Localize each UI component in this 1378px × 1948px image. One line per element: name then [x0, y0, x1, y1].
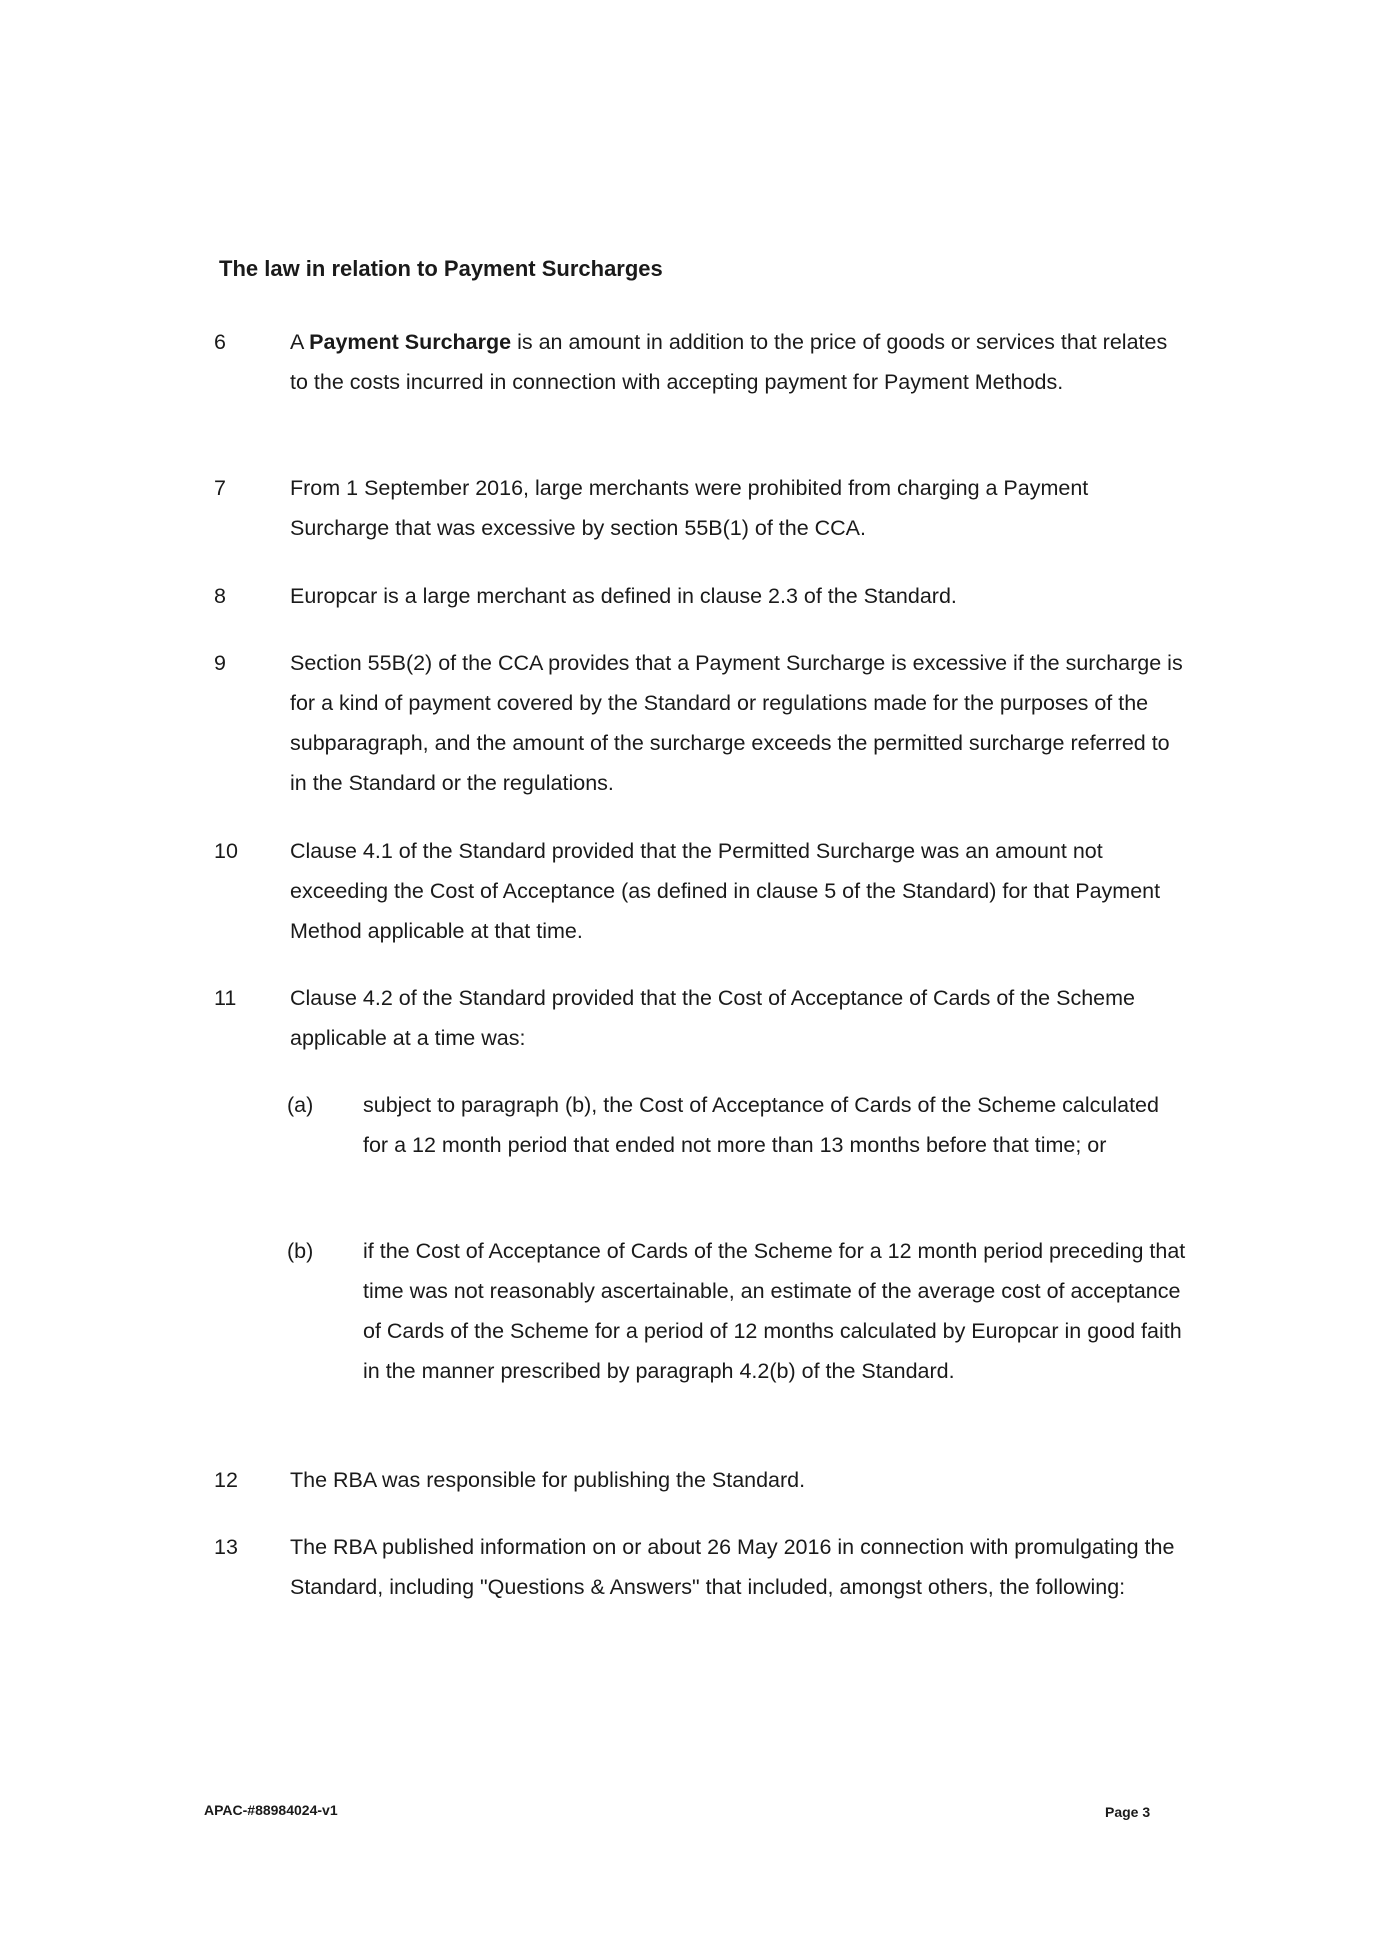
paragraph-11 [214, 978, 1184, 1058]
paragraph-8 [214, 576, 1184, 616]
paragraph-number: 11 [214, 986, 237, 1010]
paragraph-text: The RBA was responsible for publishing the Standard. [290, 1468, 806, 1492]
page-number: Page 3 [1105, 1804, 1151, 1820]
paragraph-text: A Payment Surcharge is an amount in addition to the price of goods or services that relates to the costs incurred in connection with accepting payment for Payment Methods. [290, 330, 1168, 394]
paragraph-text: Section 55B(2) of the CCA provides that a Payment Surcharge is excessive if the surcharge is for a kind of payment covered by the Standard or regulations made for the purposes of the subparagraph, and the amount of the surcharge exceeds the permitted surcharge referred to in the Standard or the regulations. [290, 651, 1183, 795]
paragraph-number: 7 [214, 476, 226, 500]
paragraph-number: 8 [214, 584, 226, 608]
defined-term: Payment Surcharge [309, 330, 512, 354]
document-id: APAC-#88984024-v1 [204, 1802, 338, 1818]
paragraph-7 [214, 468, 1184, 548]
paragraph-text: The RBA published information on or about 26 May 2016 in connection with promulgating the Standard, including "Questions & Answers" that included, amongst others, the following: [290, 1535, 1175, 1599]
paragraph-number: 10 [214, 839, 238, 863]
paragraph-12 [214, 1460, 1184, 1500]
paragraph-10 [214, 831, 1184, 951]
subparagraph-b [287, 1231, 1187, 1391]
paragraph-13 [214, 1527, 1184, 1607]
paragraph-number: 6 [214, 330, 226, 354]
section-heading: The law in relation to Payment Surcharges [219, 256, 663, 281]
paragraph-6 [214, 322, 1184, 402]
paragraph-9 [214, 643, 1184, 803]
subparagraph-label: (a) [287, 1093, 314, 1117]
subparagraph-a [287, 1085, 1187, 1165]
paragraph-text: Clause 4.1 of the Standard provided that the Permitted Surcharge was an amount not exceeding the Cost of Acceptance (as defined in clause 5 of the Standard) for that Payment Method applicable at that time. [290, 839, 1161, 943]
paragraph-number: 13 [214, 1535, 238, 1559]
paragraph-number: 9 [214, 651, 226, 675]
subparagraph-label: (b) [287, 1239, 314, 1263]
subparagraph-text: subject to paragraph (b), the Cost of Acceptance of Cards of the Scheme calculated for a 12 month period that ended not more than 13 months before that time; or [363, 1093, 1159, 1157]
subparagraph-text: if the Cost of Acceptance of Cards of the Scheme for a 12 month period preceding that time was not reasonably ascertainable, an estimate of the average cost of acceptance of Cards of the Scheme for a period of 12 months calculated by Europcar in good faith in the manner prescribed by paragraph 4.2(b) of the Standard. [363, 1239, 1186, 1383]
paragraph-text: From 1 September 2016, large merchants were prohibited from charging a Payment Surcharge that was excessive by section 55B(1) of the CCA. [290, 476, 1089, 540]
paragraph-text: Clause 4.2 of the Standard provided that the Cost of Acceptance of Cards of the Scheme applicable at a time was: [290, 986, 1135, 1050]
paragraph-text: Europcar is a large merchant as defined in clause 2.3 of the Standard. [290, 584, 957, 608]
paragraph-number: 12 [214, 1468, 238, 1492]
